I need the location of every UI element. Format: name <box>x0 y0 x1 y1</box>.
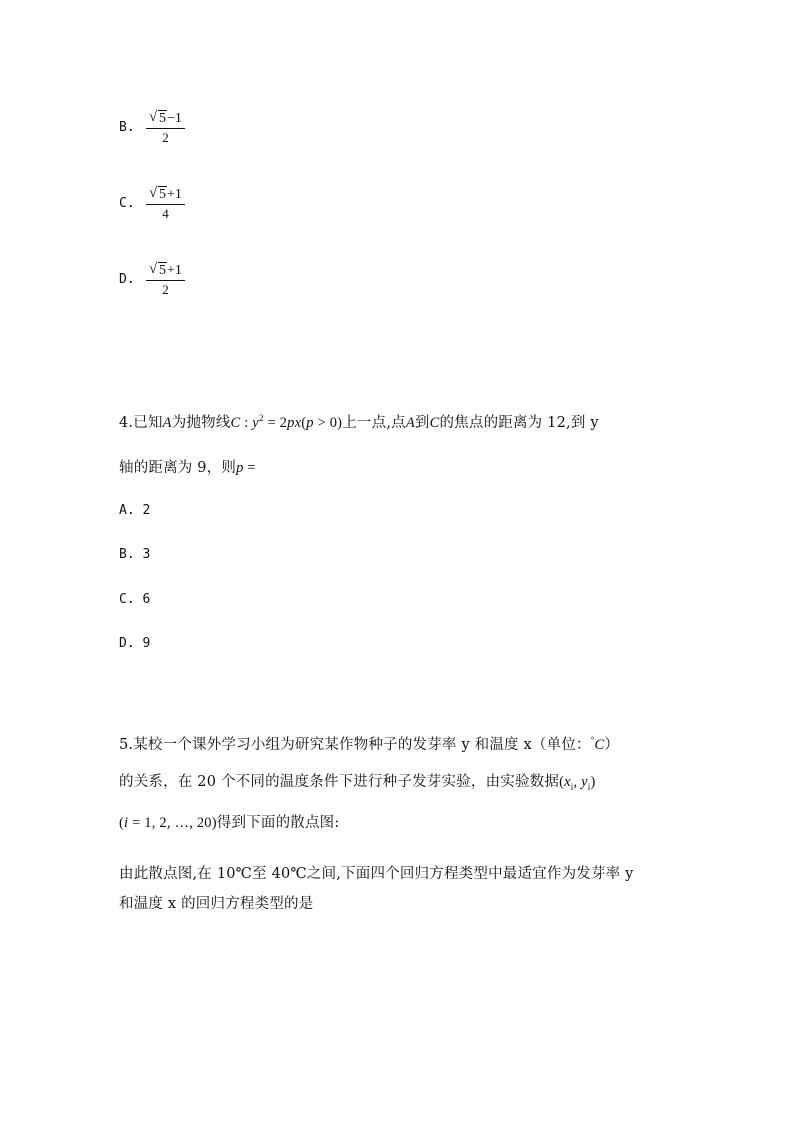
q4-option-d: D. 9 <box>119 636 151 651</box>
fraction: √ 5+1 2 <box>146 262 185 298</box>
q4-option-c: C. 6 <box>119 592 151 607</box>
q4-stem-line1: 4.已知A为抛物线C : $y^2 = 2px(p > 0)$上一点,点A到C的焦点的距离为 12,到 y <box>119 413 599 431</box>
q4-option-b: B. 3 <box>119 547 151 562</box>
q5-stem-line5: 和温度 x 的回归方程类型的是 <box>119 896 314 912</box>
q4-stem-line2: 轴的距离为 9，则p = <box>119 460 256 476</box>
fraction: √ 5−1 2 <box>146 110 185 146</box>
q4-option-a: A. 2 <box>119 503 151 518</box>
option-label: D. <box>119 272 135 287</box>
q5-stem-line3: (i = 1, 2, …, 20)得到下面的散点图: <box>119 815 340 831</box>
q5-stem-line1: 5.某校一个课外学习小组为研究某作物种子的发芽率 y 和温度 x（单位：°C） <box>119 735 620 753</box>
q5-stem-line4: 由此散点图,在 10℃至 40℃之间,下面四个回归方程类型中最适宜作为发芽率 y <box>119 866 634 882</box>
option-label: C. <box>119 196 135 211</box>
q5-stem-line2: 的关系，在 20 个不同的温度条件下进行种子发芽实验，由实验数据($x_i$, $y_i$) <box>119 774 596 792</box>
fraction: √ 5+1 4 <box>146 186 185 222</box>
option-label: B. <box>119 120 135 135</box>
